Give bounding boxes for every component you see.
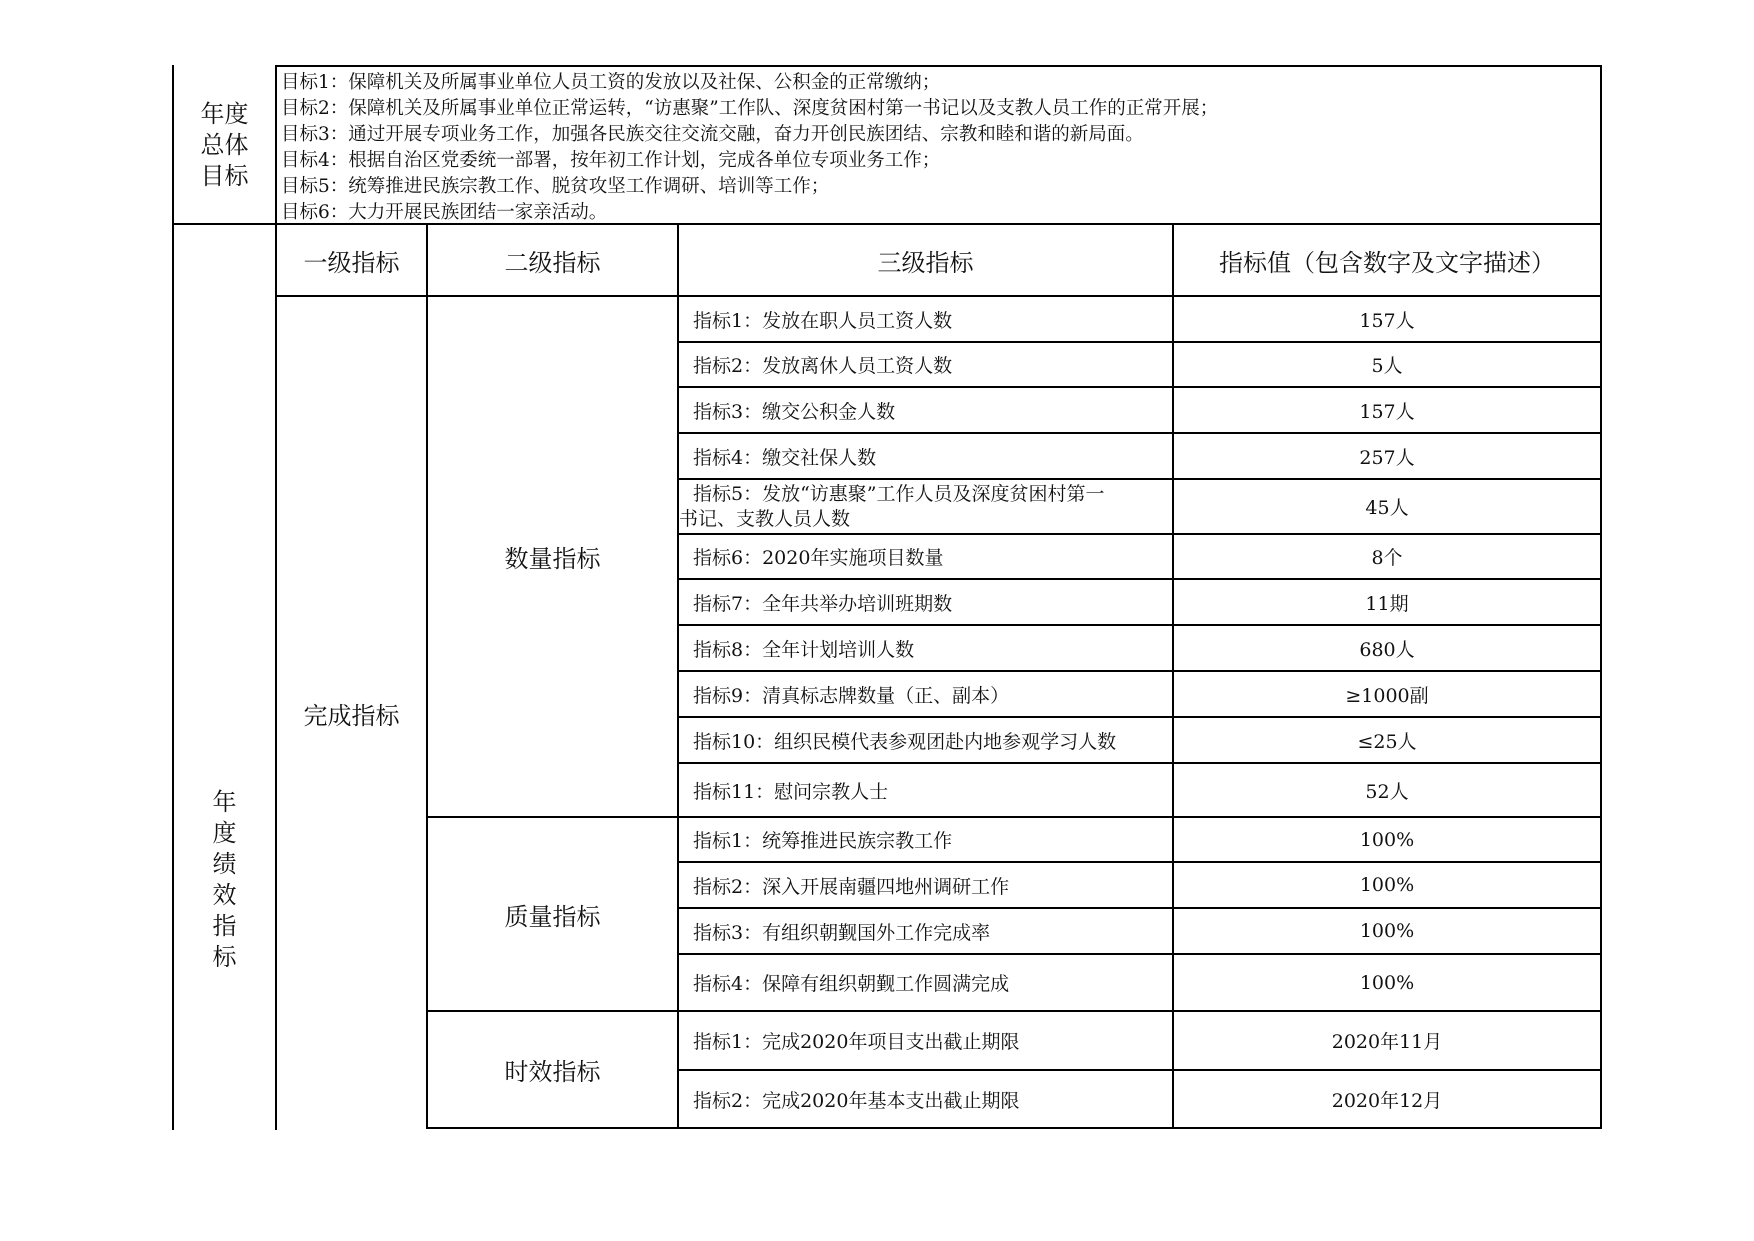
header-level1: 一级指标 (303, 248, 400, 277)
indicator-cell: 指标9：清真标志牌数量（正、副本） (693, 684, 1010, 707)
indicator-cell: 指标10：组织民模代表参观团赴内地参观学习人数 (693, 730, 1117, 753)
value-cell: 100% (1359, 874, 1415, 896)
value-cell: 2020年12月 (1331, 1089, 1443, 1112)
annual-goal-label (174, 67, 275, 223)
header-level2: 二级指标 (504, 248, 601, 277)
indicator-cell: 指标3：缴交公积金人数 (693, 400, 896, 423)
level2-timeliness: 时效指标 (504, 1058, 601, 1086)
value-cell: 52人 (1365, 780, 1409, 803)
annual-goal-label-line: 年度 (200, 99, 249, 128)
indicator-cell (679, 480, 1172, 533)
indicator-line: 指标5：发放“访惠聚”工作人员及深度贫困村第一 (693, 482, 1105, 505)
value-cell: 157人 (1359, 400, 1415, 423)
value-cell: 45人 (1365, 497, 1409, 519)
value-cell: 100% (1359, 971, 1415, 994)
indicator-cell: 指标7：全年共举办培训班期数 (693, 592, 953, 615)
performance-label-char: 年 (212, 788, 237, 816)
indicator-cell: 指标2：发放离休人员工资人数 (693, 355, 953, 377)
goal-item: 目标5：统筹推进民族宗教工作、脱贫攻坚工作调研、培训等工作； (281, 176, 830, 197)
performance-label-char: 度 (212, 819, 237, 847)
level2-quality: 质量指标 (504, 902, 601, 931)
value-cell: 5人 (1371, 355, 1403, 377)
level1-completion: 完成指标 (303, 701, 400, 730)
indicator-cell: 指标2：深入开展南疆四地州调研工作 (693, 875, 1010, 898)
indicator-cell: 指标1：完成2020年项目支出截止期限 (693, 1031, 1020, 1053)
indicator-cell: 指标1：统筹推进民族宗教工作 (693, 830, 953, 852)
indicator-cell: 指标6：2020年实施项目数量 (693, 547, 944, 569)
performance-label-char: 效 (212, 881, 237, 909)
value-cell: 8个 (1371, 547, 1403, 569)
indicator-cell: 指标2：完成2020年基本支出截止期限 (693, 1089, 1020, 1112)
indicator-cell: 指标3：有组织朝觐国外工作完成率 (693, 921, 991, 944)
value-cell: ≤25人 (1357, 730, 1417, 753)
goal-item: 目标6：大力开展民族团结一家亲活动。 (281, 202, 608, 223)
performance-label-char: 绩 (212, 850, 237, 878)
value-cell: 100% (1359, 828, 1415, 851)
value-cell: 157人 (1359, 309, 1415, 332)
annual-goal-label-line: 总体 (200, 130, 249, 159)
annual-goal-label-line: 目标 (200, 161, 249, 190)
goal-item: 目标3：通过开展专项业务工作，加强各民族交往交流交融，奋力开创民族团结、宗教和睦和谐的新局面。 (281, 124, 1144, 145)
goal-item: 目标2：保障机关及所属事业单位正常运转，“访惠聚”工作队、深度贫困村第一书记以及支教人员工作的正常开展； (281, 98, 1219, 119)
value-cell: 100% (1359, 920, 1415, 942)
goal-item: 目标4：根据自治区党委统一部署，按年初工作计划，完成各单位专项业务工作； (281, 150, 941, 171)
level2-quantity: 数量指标 (504, 545, 601, 573)
indicator-cell: 指标1：发放在职人员工资人数 (693, 309, 953, 332)
performance-label (174, 790, 275, 970)
header-value: 指标值（包含数字及文字描述） (1219, 248, 1555, 277)
value-cell: 257人 (1359, 446, 1415, 469)
annual-goal-list (281, 70, 1601, 226)
indicator-cell: 指标4：缴交社保人数 (693, 446, 877, 469)
value-cell: 2020年11月 (1331, 1031, 1443, 1053)
value-cell: ≥1000副 (1345, 684, 1429, 707)
indicator-cell: 指标8：全年计划培训人数 (693, 638, 915, 661)
value-cell: 680人 (1359, 638, 1415, 661)
value-cell: 11期 (1365, 592, 1409, 615)
indicator-line: 书记、支教人员人数 (679, 507, 851, 530)
header-level3: 三级指标 (877, 248, 974, 277)
performance-label-char: 标 (212, 943, 237, 971)
goal-item: 目标1：保障机关及所属事业单位人员工资的发放以及社保、公积金的正常缴纳； (281, 72, 941, 93)
indicator-cell: 指标11：慰问宗教人士 (693, 780, 889, 803)
performance-label-char: 指 (212, 912, 237, 940)
indicator-cell: 指标4：保障有组织朝觐工作圆满完成 (693, 973, 1010, 995)
